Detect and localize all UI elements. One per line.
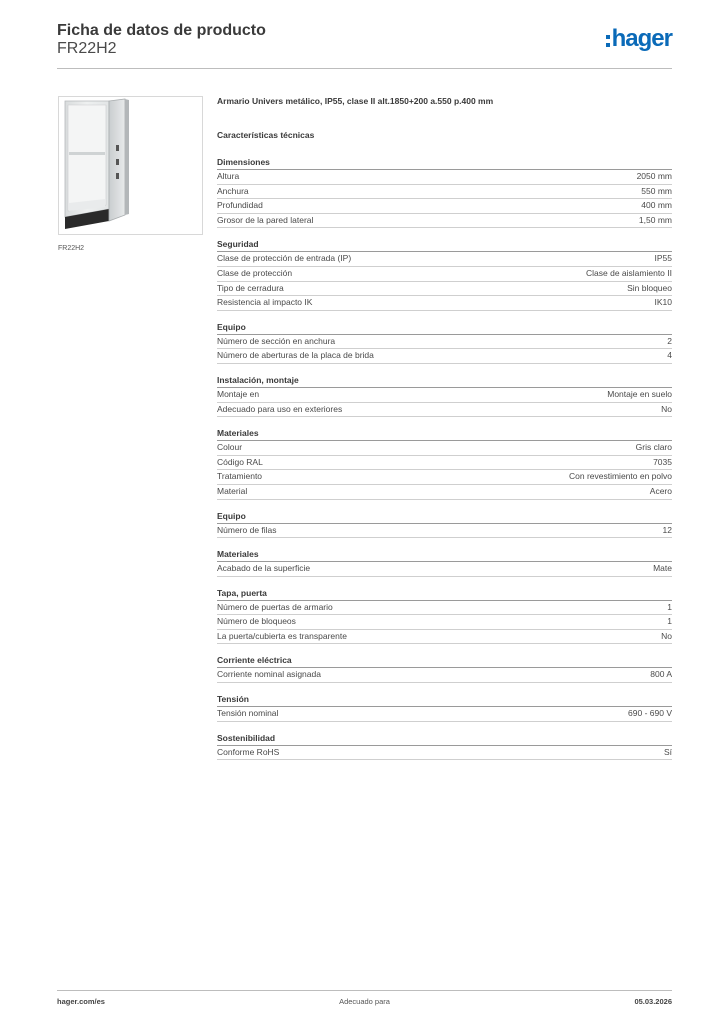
document-title: Ficha de datos de producto [57,22,266,39]
header-divider [57,68,672,69]
cabinet-illustration-icon [59,97,202,234]
spec-group-title: Seguridad [217,238,672,252]
spec-label: Tratamiento [217,471,263,482]
spec-value: Montaje en suelo [607,388,672,399]
spec-label: La puerta/cubierta es transparente [217,630,347,641]
spec-row [217,441,672,456]
spec-row [217,470,672,485]
spec-label: Código RAL [217,456,263,467]
spec-label: Corriente nominal asignada [217,669,321,680]
spec-value: 7035 [653,456,672,467]
spec-value: Gris claro [635,442,672,453]
spec-group-title: Dimensiones [217,156,672,170]
spec-value: 1 [667,616,672,627]
footer-website-link[interactable]: hager.com/es [57,997,105,1006]
footer-center-text: Adecuado para [339,997,390,1006]
spec-label: Número de puertas de armario [217,601,333,612]
spec-row [217,630,672,645]
spec-group [217,238,672,310]
hager-logo [606,26,672,52]
spec-value: Clase de aislamiento II [586,267,672,278]
spec-group [217,321,672,364]
product-reference: FR22H2 [57,40,117,57]
spec-group [217,510,672,539]
spec-group-title: Instalación, montaje [217,374,672,388]
spec-row [217,668,672,683]
spec-row [217,456,672,471]
spec-group [217,427,672,499]
spec-group [217,732,672,761]
spec-row [217,252,672,267]
spec-label: Acabado de la superficie [217,563,311,574]
spec-value: Sí [663,746,672,757]
spec-row [217,403,672,418]
spec-row [217,388,672,403]
spec-label: Número de sección en anchura [217,335,336,346]
spec-row [217,185,672,200]
spec-value: Acero [649,485,672,496]
page-footer [57,997,672,1009]
spec-row [217,282,672,297]
spec-group-title: Materiales [217,548,672,562]
page-header [57,22,672,70]
spec-label: Grosor de la pared lateral [217,214,314,225]
spec-value: 2 [667,335,672,346]
spec-value: IP55 [654,253,672,264]
spec-row [217,746,672,761]
spec-group [217,654,672,683]
spec-value: 4 [667,350,672,361]
spec-value: IK10 [654,297,672,308]
spec-value: 400 mm [641,200,672,211]
spec-value: Sin bloqueo [627,282,672,293]
spec-row [217,214,672,229]
spec-groups [217,156,672,760]
spec-value: No [661,403,672,414]
footer-date: 05.03.2026 [634,997,672,1006]
spec-group-title: Corriente eléctrica [217,654,672,668]
spec-label: Número de aberturas de la placa de brida [217,350,374,361]
spec-group [217,374,672,417]
product-details [217,95,672,770]
spec-value: 800 A [650,669,672,680]
spec-group-title: Equipo [217,321,672,335]
spec-label: Montaje en [217,388,260,399]
spec-label: Resistencia al impacto IK [217,297,313,308]
technical-characteristics-heading: Características técnicas [217,130,315,140]
footer-divider [57,990,672,991]
spec-group-title: Materiales [217,427,672,441]
spec-value: Mate [653,563,672,574]
spec-row [217,199,672,214]
spec-row [217,615,672,630]
spec-row [217,601,672,616]
spec-row [217,485,672,500]
spec-value: 2050 mm [636,171,672,181]
spec-label: Material [217,485,248,496]
spec-row [217,562,672,577]
spec-label: Número de bloqueos [217,616,296,627]
spec-label: Clase de protección de entrada (IP) [217,253,352,264]
spec-value: No [661,630,672,641]
spec-label: Conforme RoHS [217,746,280,757]
spec-label: Altura [217,171,240,181]
spec-group-title: Sostenibilidad [217,732,672,746]
logo-colon-icon [606,35,610,47]
spec-label: Número de filas [217,524,277,535]
spec-row [217,170,672,185]
spec-value: 12 [662,524,672,535]
spec-group [217,548,672,577]
spec-row [217,296,672,311]
spec-label: Profundidad [217,200,263,211]
logo-text: hager [611,25,672,52]
spec-group-title: Tapa, puerta [217,587,672,601]
spec-label: Colour [217,442,243,453]
spec-label: Adecuado para uso en exteriores [217,403,343,414]
spec-label: Clase de protección [217,267,293,278]
spec-label: Anchura [217,185,249,196]
spec-group [217,587,672,645]
spec-group-title: Tensión [217,693,672,707]
product-description: Armario Univers metálico, IP55, clase II alt.1850+200 a.550 p.400 mm [217,96,494,106]
spec-row [217,267,672,282]
spec-label: Tensión nominal [217,708,279,719]
spec-row [217,335,672,350]
spec-value: Con revestimiento en polvo [568,471,672,482]
spec-value: 550 mm [641,185,672,196]
spec-group-title: Equipo [217,510,672,524]
spec-row [217,349,672,364]
spec-value: 690 - 690 V [628,708,672,719]
spec-row [217,707,672,722]
image-caption: FR22H2 [58,245,85,252]
spec-group [217,156,672,228]
spec-group [217,693,672,722]
spec-row [217,524,672,539]
spec-value: 1,50 mm [638,214,672,225]
spec-label: Tipo de cerradura [217,282,284,293]
spec-value: 1 [667,601,672,612]
product-image [58,96,203,235]
